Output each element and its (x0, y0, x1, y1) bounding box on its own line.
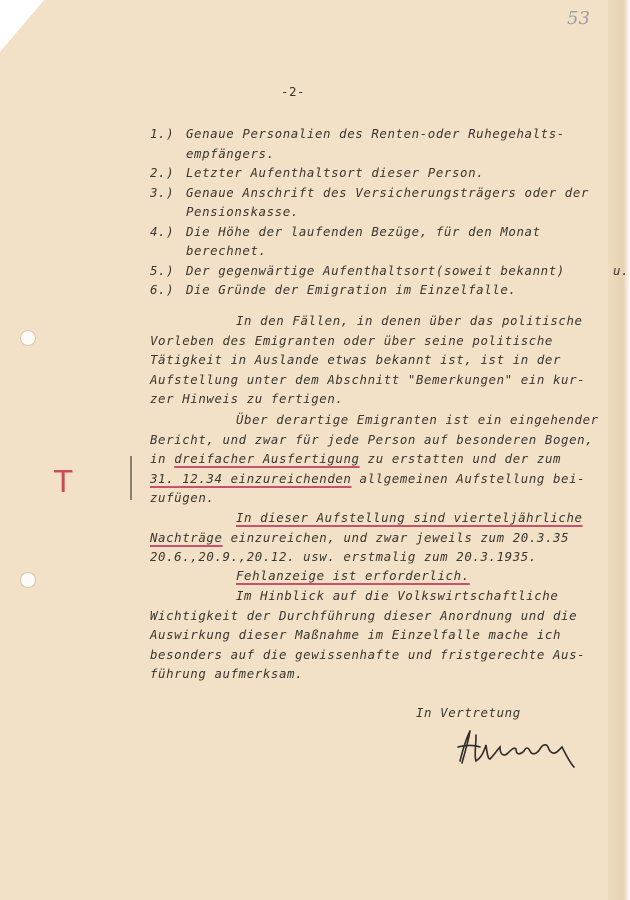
list-item (150, 280, 620, 300)
list-item-number: 3.) (150, 184, 175, 200)
list-suffix: u. (613, 263, 630, 278)
list-item-number: 4.) (150, 223, 175, 239)
list-item-text: Genaue Anschrift des Versicherungsträgers oder der Pensionskasse. (186, 184, 589, 219)
list-item-text: Genaue Personalien des Renten-oder Ruhegehalts- empfängers. (186, 126, 565, 161)
list-item (150, 163, 620, 183)
text-run: Über derartige Emigranten ist ein eingehender Bericht, und zwar für jede Person auf besonderen Bogen, in (150, 412, 599, 466)
list-item (150, 261, 620, 281)
paragraph-political-background: In den Fällen, in denen über das politische Vorleben des Emigranten oder über seine politische Tätigkeit in Auslande etwas bekannt ist, ist in der Aufstellung unter dem Abschnitt "Bemerkungen" ein kur- zer Hinweis zu fertigen. (150, 313, 586, 406)
punch-hole (20, 572, 36, 588)
torn-corner (0, 0, 44, 52)
folio-number: 53 (567, 8, 590, 29)
list-item-number: 1.) (150, 126, 175, 141)
text-run: einzureichen, und zwar jeweils zum 20.3.35 20.6.,20.9.,20.12. usw. erstmalig zum 20.3.1935. (150, 529, 570, 564)
list-item-text: Der gegenwärtige Aufenthaltsort(soweit bekannt) (186, 262, 565, 278)
list-item (150, 183, 620, 222)
underlined-phrase: Fehlanzeige ist erforderlich. (236, 568, 470, 583)
underlined-phrase: 31. 12.34 einzureichenden (150, 470, 352, 486)
margin-bar (130, 456, 132, 500)
list-item-number: 6.) (150, 282, 175, 297)
list-item-text: Letzter Aufenthaltsort dieser Person. (186, 165, 485, 180)
list-item-number: 2.) (150, 165, 175, 180)
list-item-text: Die Höhe der laufenden Bezüge, für den Monat berechnet. (186, 223, 541, 258)
underlined-phrase: In dieser Aufstellung sind vierteljährliche (236, 510, 583, 525)
margin-mark: T (54, 465, 73, 500)
punch-hole (20, 330, 36, 346)
page-number: -2- (281, 84, 306, 99)
paragraph-supplements (150, 508, 628, 567)
text-run: allgemeinen Aufstellung bei- zufügen. (150, 470, 586, 505)
list-item (150, 222, 620, 261)
list-item-number: 5.) (150, 262, 175, 278)
paragraph-nil-return (150, 566, 628, 586)
list-item-text: Die Gründe der Emigration im Einzelfalle. (186, 282, 517, 297)
list-item (150, 124, 620, 163)
paragraph-closing-remark: Im Hinblick auf die Volkswirtschaftliche Wichtigkeit der Durchführung dieser Anordnung und die Auswirkung dieser Maßnahme im Einzelfalle mache ich besonders auf die gewissenhafte und fristgerechte Aus- führung aufmerksam. (150, 588, 586, 681)
text-run: zu erstatten und der zum (367, 451, 562, 466)
underlined-phrase: dreifacher Ausfertigung (174, 451, 360, 466)
requirements-list (150, 124, 630, 300)
signature (454, 725, 584, 769)
closing-phrase: In Vertretung (416, 705, 521, 720)
underlined-phrase: Nachträge (150, 529, 223, 545)
paragraph-report (150, 410, 628, 508)
